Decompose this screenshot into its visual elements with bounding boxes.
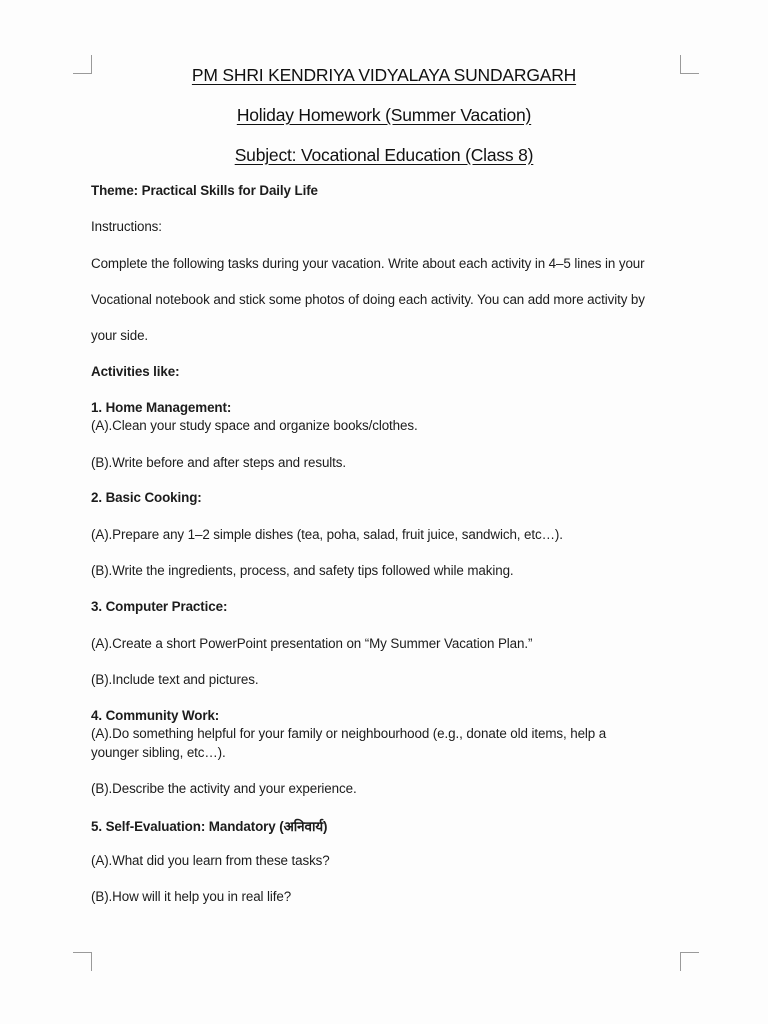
list-item: (B).Write before and after steps and results. (91, 455, 347, 470)
list-item: (B).Include text and pictures. (91, 672, 259, 687)
instructions-line: Complete the following tasks during your vacation. Write about each activity in 4–5 lines in your (91, 256, 645, 271)
list-item: (B).Write the ingredients, process, and safety tips followed while making. (91, 563, 514, 578)
section-heading-community-work: 4. Community Work: (91, 708, 220, 723)
list-item: (A).Create a short PowerPoint presentation on “My Summer Vacation Plan.” (91, 636, 533, 651)
instructions-line: your side. (91, 328, 149, 343)
instructions-label: Instructions: (91, 219, 162, 234)
theme-line: Theme: Practical Skills for Daily Life (91, 183, 318, 198)
list-item: (B).How will it help you in real life? (91, 889, 292, 904)
list-item: (A).What did you learn from these tasks? (91, 853, 330, 868)
list-item: (A).Clean your study space and organize books/clothes. (91, 418, 418, 433)
section-heading-computer-practice: 3. Computer Practice: (91, 599, 228, 614)
list-item: (A).Do something helpful for your family or neighbourhood (e.g., donate old items, help a (91, 726, 607, 741)
section-heading-home-management: 1. Home Management: (91, 400, 232, 415)
crop-mark-bottom-left (73, 952, 92, 971)
crop-mark-bottom-right (680, 952, 699, 971)
section-heading-self-evaluation: 5. Self-Evaluation: Mandatory (अनिवार्य) (91, 819, 328, 834)
subject-heading: Subject: Vocational Education (Class 8) (234, 145, 534, 165)
list-item: (A).Prepare any 1–2 simple dishes (tea, poha, salad, fruit juice, sandwich, etc…). (91, 527, 563, 542)
school-heading: PM SHRI KENDRIYA VIDYALAYA SUNDARGARH (191, 65, 577, 85)
activities-label: Activities like: (91, 364, 180, 379)
list-item: younger sibling, etc…). (91, 745, 226, 760)
homework-title: Holiday Homework (Summer Vacation) (236, 105, 532, 125)
instructions-line: Vocational notebook and stick some photos of doing each activity. You can add more activity by (91, 292, 645, 307)
list-item: (B).Describe the activity and your experience. (91, 781, 357, 796)
section-heading-basic-cooking: 2. Basic Cooking: (91, 490, 202, 505)
